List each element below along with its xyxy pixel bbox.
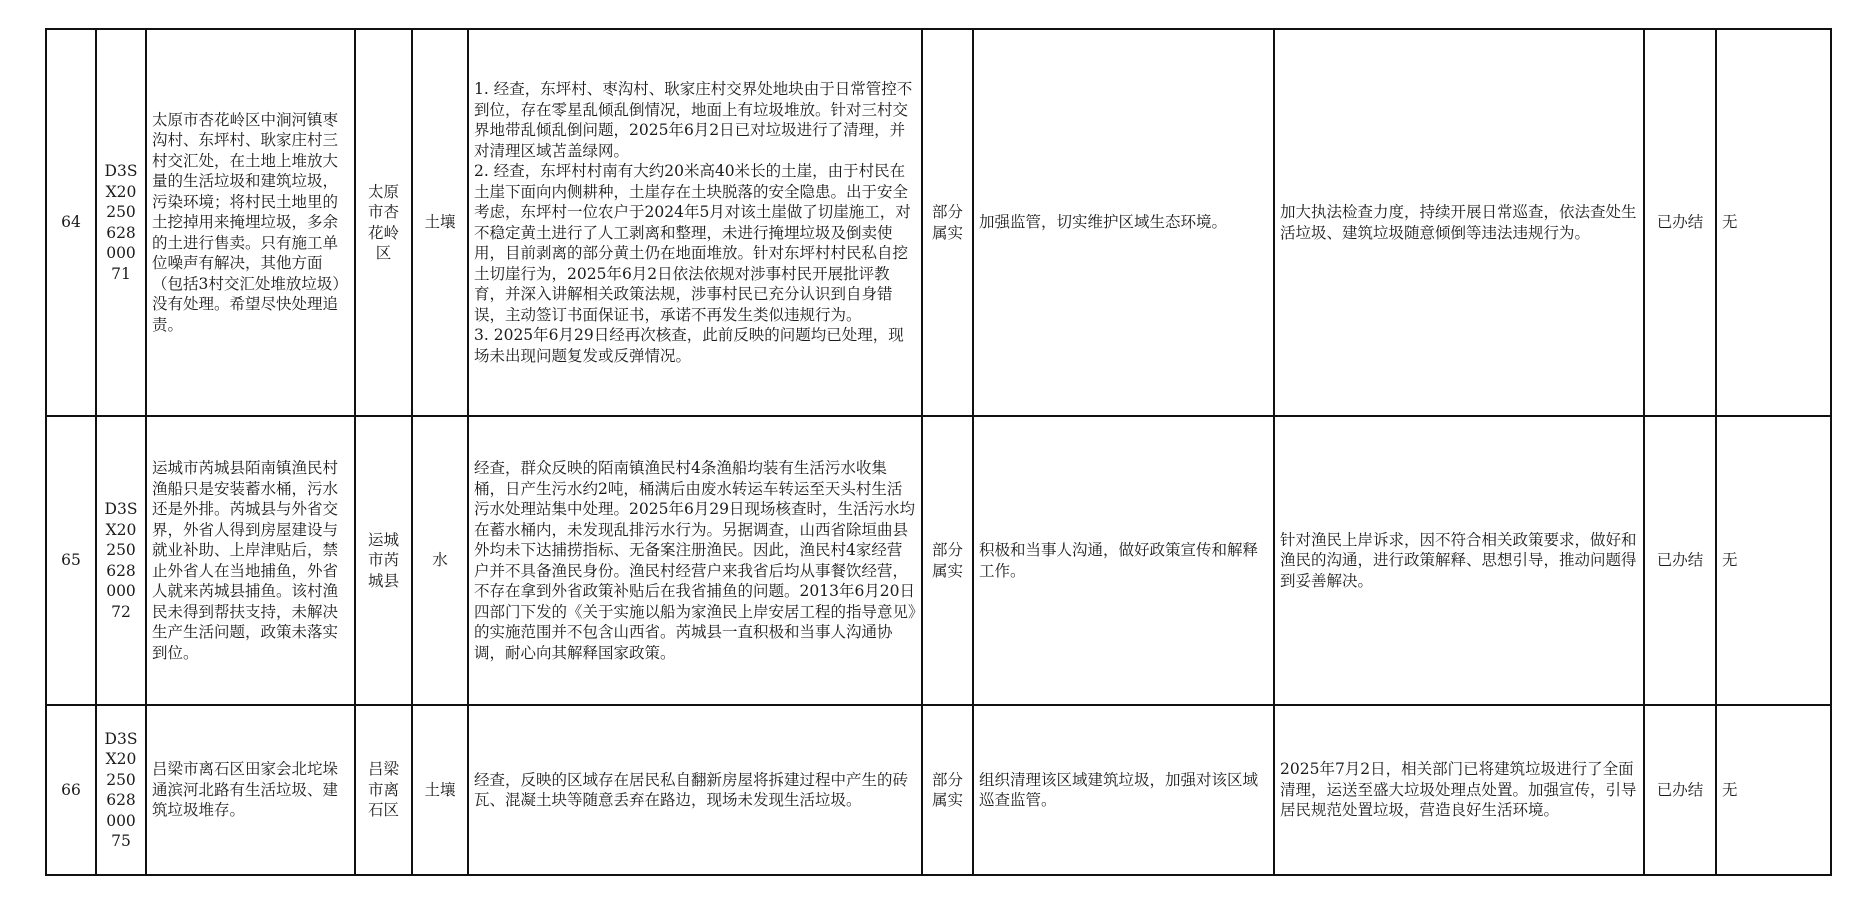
complaint-text: 运城市芮城县陌南镇渔民村渔船只是安装蓄水桶，污水还是外排。芮城县与外省交界，外省人得到房屋建设与就业补助、上岸津贴后，禁止外省人在当地捕鱼，外省人就来芮城县捕鱼。该村渔民未得到帮扶支持，未解决生产生活问题，政策未落实到位。: [146, 416, 355, 705]
rectification-result: 针对渔民上岸诉求，因不符合相关政策要求，做好和渔民的沟通，进行政策解释、思想引导，推动问题得到妥善解决。: [1274, 416, 1644, 705]
investigation-text: 1. 经查，东坪村、枣沟村、耿家庄村交界处地块由于日常管控不到位，存在零星乱倾乱倒情况，地面上有垃圾堆放。针对三村交界地带乱倾乱倒问题，2025年6月2日已对垃圾进行了清理，并对清理区域苫盖绿网。 2. 经查，东坪村村南有大约20米高40米长的土崖，由于村民在土崖下面向内侧耕种，土崖存在土块脱落的安全隐患。出于安全考虑，东坪村一位农户于2024年5月对该土崖做了切崖施工，对不稳定黄土进行了人工剥离和整理，未进行掩埋垃圾及倒卖使用，目前剥离的部分黄土仍在地面堆放。针对东坪村村民私自挖土切崖行为，2025年6月2日依法依规对涉事村民开展批评教育，并深入讲解相关政策法规，涉事村民已充分认识到自身错误，主动签订书面保证书，承诺不再发生类似违规行为。 3. 2025年6月29日经再次核查，此前反映的问题均已处理，现场未出现问题复发或反弹情况。: [468, 29, 922, 416]
status-cell: 已办结: [1644, 29, 1716, 416]
accountability-cell: 无: [1716, 416, 1831, 705]
complaint-text: 吕梁市离石区田家会北坨垛通滨河北路有生活垃圾、建筑垃圾堆存。: [146, 705, 355, 875]
verdict-cell: 部分属实: [922, 705, 973, 875]
investigation-text: 经查，群众反映的陌南镇渔民村4条渔船均装有生活污水收集桶，日产生污水约2吨，桶满后由废水转运车转运至天头村生活污水处理站集中处理。2025年6月29日现场核查时，生活污水均在蓄水桶内，未发现乱排污水行为。另据调查，山西省除垣曲县外均未下达捕捞指标、无备案注册渔民。因此，渔民村4家经营户并不具备渔民身份。渔民村经营户来我省后均从事餐饮经营，不存在拿到外省政策补贴后在我省捕鱼的问题。2013年6月20日四部门下发的《关于实施以船为家渔民上岸安居工程的指导意见》的实施范围并不包含山西省。芮城县一直积极和当事人沟通协调，耐心向其解释国家政策。: [468, 416, 922, 705]
accountability-cell: 无: [1716, 29, 1831, 416]
case-table: [45, 28, 1832, 876]
table-row: [46, 705, 1831, 875]
table-row: [46, 29, 1831, 416]
row-number: 66: [46, 705, 96, 875]
complaint-text: 太原市杏花岭区中涧河镇枣沟村、东坪村、耿家庄村三村交汇处，在土地上堆放大量的生活垃圾和建筑垃圾，污染环境；将村民土地里的土挖掉用来掩埋垃圾，多余的土进行售卖。只有施工单位噪声有解决，其他方面（包括3村交汇处堆放垃圾）没有处理。希望尽快处理追责。: [146, 29, 355, 416]
row-number: 64: [46, 29, 96, 416]
table-row: [46, 416, 1831, 705]
status-cell: 已办结: [1644, 705, 1716, 875]
investigation-text: 经查，反映的区域存在居民私自翻新房屋将拆建过程中产生的砖瓦、混凝土块等随意丢弃在路边，现场未发现生活垃圾。: [468, 705, 922, 875]
handling-opinion: 组织清理该区域建筑垃圾，加强对该区域巡查监管。: [973, 705, 1274, 875]
verdict-cell: 部分属实: [922, 29, 973, 416]
verdict-cell: 部分属实: [922, 416, 973, 705]
rectification-result: 2025年7月2日，相关部门已将建筑垃圾进行了全面清理，运送至盛大垃圾处理点处置。加强宣传，引导居民规范处置垃圾，营造良好生活环境。: [1274, 705, 1644, 875]
pollution-type: 土壤: [412, 705, 468, 875]
pollution-type: 水: [412, 416, 468, 705]
region-cell: 运城市芮城县: [355, 416, 412, 705]
handling-opinion: 加强监管，切实维护区域生态环境。: [973, 29, 1274, 416]
region-cell: 吕梁市离石区: [355, 705, 412, 875]
case-code: D3SX2025062800075: [96, 705, 146, 875]
case-code: D3SX2025062800071: [96, 29, 146, 416]
accountability-cell: 无: [1716, 705, 1831, 875]
pollution-type: 土壤: [412, 29, 468, 416]
row-number: 65: [46, 416, 96, 705]
case-code: D3SX2025062800072: [96, 416, 146, 705]
region-cell: 太原市杏花岭区: [355, 29, 412, 416]
rectification-result: 加大执法检查力度，持续开展日常巡查，依法查处生活垃圾、建筑垃圾随意倾倒等违法违规行为。: [1274, 29, 1644, 416]
handling-opinion: 积极和当事人沟通，做好政策宣传和解释工作。: [973, 416, 1274, 705]
status-cell: 已办结: [1644, 416, 1716, 705]
